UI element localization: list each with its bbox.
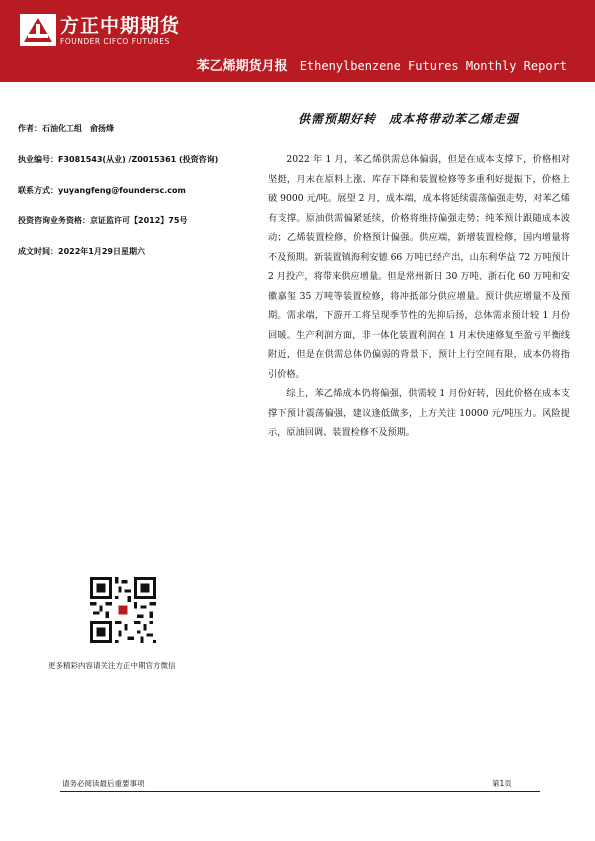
report-title-en: Ethenylbenzene Futures Monthly Report — [299, 59, 567, 73]
footer-divider — [60, 791, 540, 792]
qualification-line: 投资咨询业务资格：京证监许可【2012】75号 — [18, 216, 188, 225]
report-title-cn: 苯乙烯期货月报 — [196, 59, 288, 74]
report-title — [197, 55, 567, 74]
article-body — [268, 150, 570, 443]
article-paragraph: 综上，苯乙烯成本仍将偏强，供需较 1 月份好转，因此价格在成本支撑下预计震荡偏强，建议逢低做多，上方关注 10000 元/吨压力。风险提示，原油回调、装置检修不及预期。 — [268, 388, 570, 438]
footer-disclaimer: 请务必阅读最后重要事项 — [62, 779, 145, 788]
date-line: 成文时间：2022年1月29日星期六 — [18, 247, 145, 256]
founder-logo-icon — [20, 14, 56, 46]
author-line: 作者：石油化工组 俞扬烽 — [18, 124, 114, 133]
qr-code-icon — [90, 577, 156, 643]
brand-name-en: FOUNDER CIFCO FUTURES — [60, 37, 170, 46]
report-header — [0, 0, 595, 82]
contact-line: 联系方式：yuyangfeng@foundersc.com — [18, 186, 186, 195]
brand-name-cn: 方正中期期货 — [60, 15, 181, 37]
page-number: 第1页 — [492, 779, 512, 788]
article-headline: 供需预期好转 成本将带动苯乙烯走强 — [298, 112, 520, 126]
license-line: 执业编号：F3081543(从业) /Z0015361 (投资咨询) — [18, 155, 219, 164]
qr-caption: 更多精彩内容请关注方正中期官方微信 — [48, 661, 176, 670]
article-paragraph: 2022 年 1 月，苯乙烯供需总体偏弱，但是在成本支撑下，价格相对坚挺，月末在原料上涨、库存下降和装置检修等多重利好提振下，价格上破 9000 元/吨。展望 2 月，成本端，成本将延续震荡偏强走势，对苯乙烯有支撑。原油供需偏紧延续，价格将维持偏强走势；纯苯预计跟随成本波动；乙烯装置检修，价格预计偏强。供应端，新增装置检修，国内增量将不及预期。新装置镇海利安德 66 万吨已经产出，山东利华益 72 万吨预计 2 月投产，将带来供应增量。但是常州新日 30 万吨、浙石化 60 万吨和安徽嘉玺 35 万吨等装置检修，将冲抵部分供应增量。预计供应增量不及预期。需求端，下游开工将呈现季节性的先抑后扬，总体需求预计较 1 月份回暖。生产利润方面，非一体化装置利润在 1 月末快速修复至盈亏平衡线附近，但是在供需总体仍偏弱的背景下，预计上行空间有限，成本仍将指引价格。 — [268, 154, 570, 380]
